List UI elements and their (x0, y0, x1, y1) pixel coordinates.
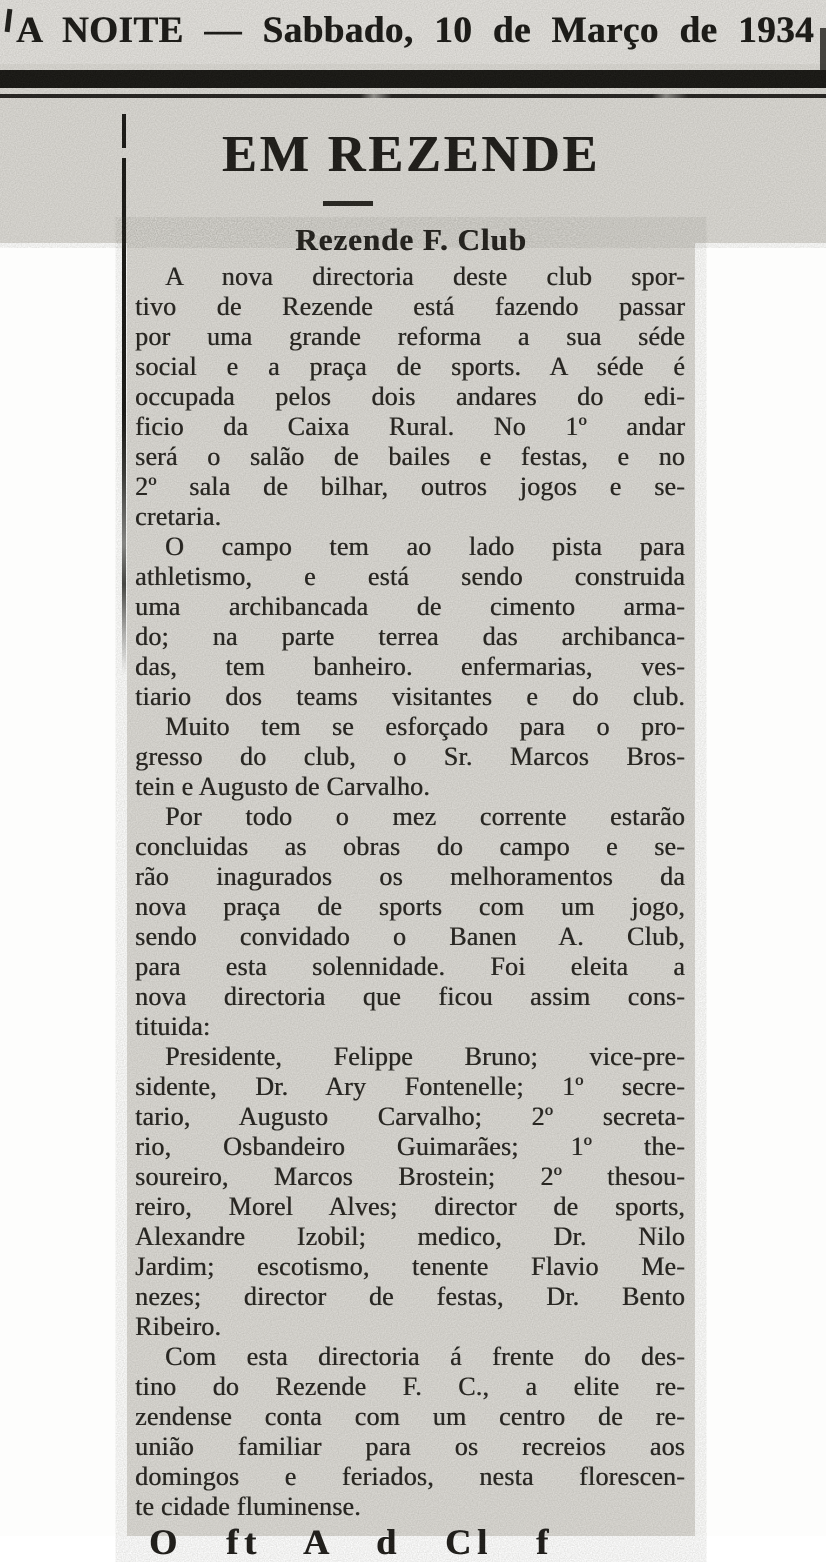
article-headline: EM REZENDE (221, 126, 601, 183)
body-line: nova directoria que ficou assim cons- (135, 982, 685, 1011)
body-line: Com esta directoria á frente do des- (165, 1342, 685, 1371)
body-line: ficio da Caixa Rural. No 1º andar (135, 412, 685, 441)
body-line: Jardim; escotismo, tenente Flavio Me- (135, 1252, 685, 1281)
body-line: rio, Osbandeiro Guimarães; 1º the- (135, 1132, 685, 1161)
body-line: tario, Augusto Carvalho; 2º secreta- (135, 1102, 685, 1131)
body-line: Ribeiro. (135, 1312, 222, 1341)
article-em-rezende (127, 118, 695, 1562)
body-line: do; na parte terrea das archibanca- (135, 622, 685, 651)
body-line: uma archibancada de cimento arma- (135, 592, 685, 621)
headline-divider-dash (323, 201, 373, 206)
article-body (127, 262, 695, 1522)
body-line: Muito tem se esforçado para o pro- (165, 712, 685, 741)
body-line: tituida: (135, 1012, 211, 1041)
body-line: Alexandre Izobil; medico, Dr. Nilo (135, 1222, 685, 1251)
body-line: tivo de Rezende está fazendo passar (135, 292, 685, 321)
body-line: 2º sala de bilhar, outros jogos e se- (135, 472, 685, 501)
body-line: nova praça de sports com um jogo, (135, 892, 685, 921)
body-line: occupada pelos dois andares do edi- (135, 382, 685, 411)
body-line: social e a praça de sports. A séde é (135, 352, 685, 381)
masthead-dateline: A NOITE — Sabbado, 10 de Março de 1934 (16, 10, 814, 51)
masthead-rule-thick (0, 70, 826, 88)
body-line: união familiar para os recreios aos (135, 1432, 685, 1461)
body-line: Presidente, Felippe Bruno; vice-pre- (165, 1042, 685, 1071)
body-line: athletismo, e está sendo construida (135, 562, 685, 591)
body-line: sidente, Dr. Ary Fontenelle; 1º secre- (135, 1072, 685, 1101)
body-line: A nova directoria deste club spor- (165, 262, 685, 291)
cropped-next-headline: O ft A d Cl f (149, 1522, 555, 1562)
body-line: tino do Rezende F. C., a elite re- (135, 1372, 685, 1401)
body-line: Por todo o mez corrente estarão (165, 802, 685, 831)
body-line: rão inagurados os melhoramentos da (135, 862, 685, 891)
body-line: sendo convidado o Banen A. Club, (135, 922, 685, 951)
body-line: nezes; director de festas, Dr. Bento (135, 1282, 685, 1311)
body-line: será o salão de bailes e festas, e no (135, 442, 685, 471)
body-line: cretaria. (135, 502, 222, 531)
column-divider-rule (122, 114, 126, 674)
print-artifact-right-edge (820, 28, 826, 72)
body-line: tein e Augusto de Carvalho. (135, 772, 430, 801)
body-line: das, tem banheiro. enfermarias, ves- (135, 652, 685, 681)
body-line: soureiro, Marcos Brostein; 2º thesou- (135, 1162, 685, 1191)
body-line: te cidade fluminense. (135, 1492, 361, 1521)
masthead-rule-thin (0, 94, 826, 98)
article-subhead: Rezende F. Club (295, 222, 527, 257)
body-line: por uma grande reforma a sua séde (135, 322, 685, 351)
body-line: domingos e feriados, nesta florescen- (135, 1462, 685, 1491)
body-line: para esta solennidade. Foi eleita a (135, 952, 685, 981)
body-line: concluidas as obras do campo e se- (135, 832, 685, 861)
body-line: O campo tem ao lado pista para (165, 532, 685, 561)
body-line: zendense conta com um centro de re- (135, 1402, 685, 1431)
body-line: reiro, Morel Alves; director de sports, (135, 1192, 685, 1221)
body-line: tiario dos teams visitantes e do club. (135, 682, 685, 711)
body-line: gresso do club, o Sr. Marcos Bros- (135, 742, 685, 771)
